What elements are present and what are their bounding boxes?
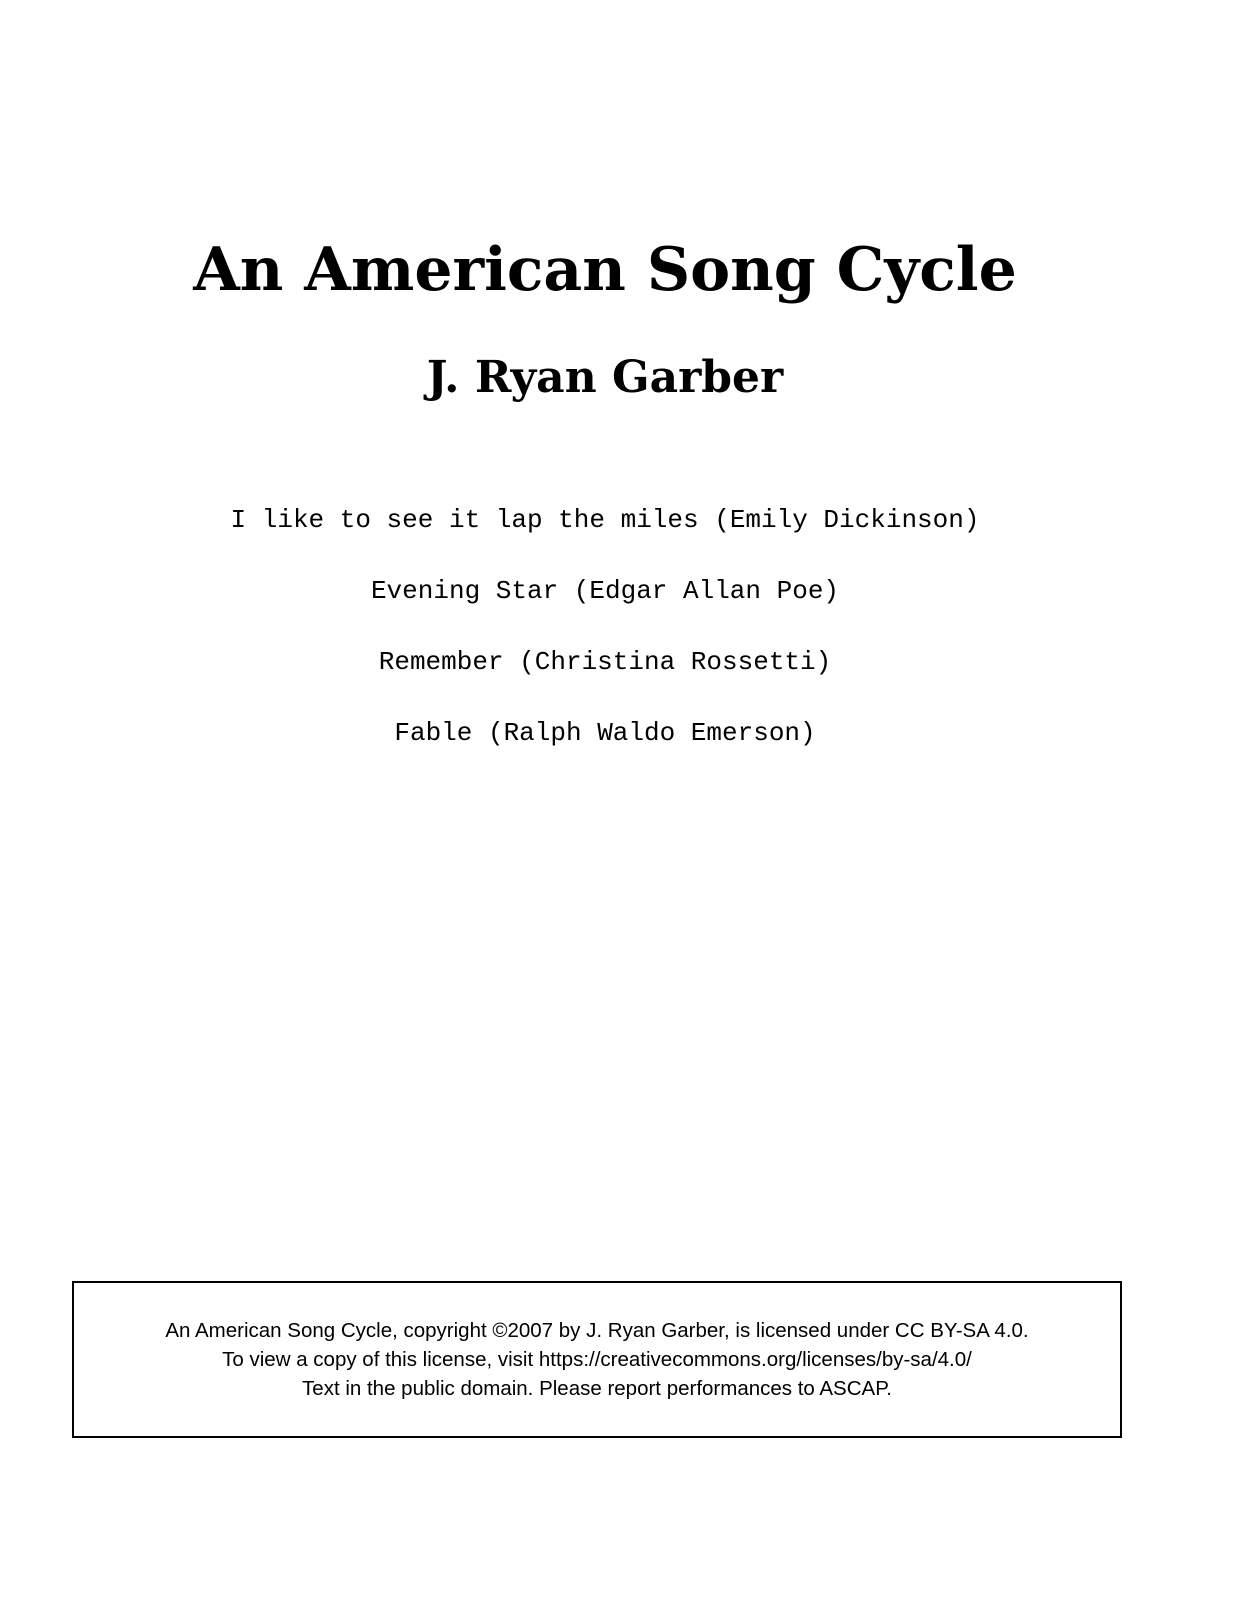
song-item: Remember (Christina Rossetti) bbox=[378, 647, 832, 677]
page-title: An American Song Cycle bbox=[193, 235, 1017, 305]
song-item: Evening Star (Edgar Allan Poe) bbox=[370, 576, 840, 606]
license-box bbox=[72, 1281, 1122, 1438]
license-notice-line: Text in the public domain. Please report performances to ASCAP. bbox=[302, 1377, 892, 1400]
song-item: I like to see it lap the miles (Emily Dickinson) bbox=[230, 505, 980, 535]
song-item: Fable (Ralph Waldo Emerson) bbox=[394, 718, 816, 748]
composer-name: J. Ryan Garber bbox=[426, 352, 784, 403]
song-list bbox=[0, 500, 1210, 784]
license-copyright-line: An American Song Cycle, copyright ©2007 by J. Ryan Garber, is licensed under CC BY-SA 4.0. bbox=[165, 1319, 1029, 1342]
license-url-line: To view a copy of this license, visit https://creativecommons.org/licenses/by-sa/4.0/ bbox=[222, 1348, 972, 1371]
